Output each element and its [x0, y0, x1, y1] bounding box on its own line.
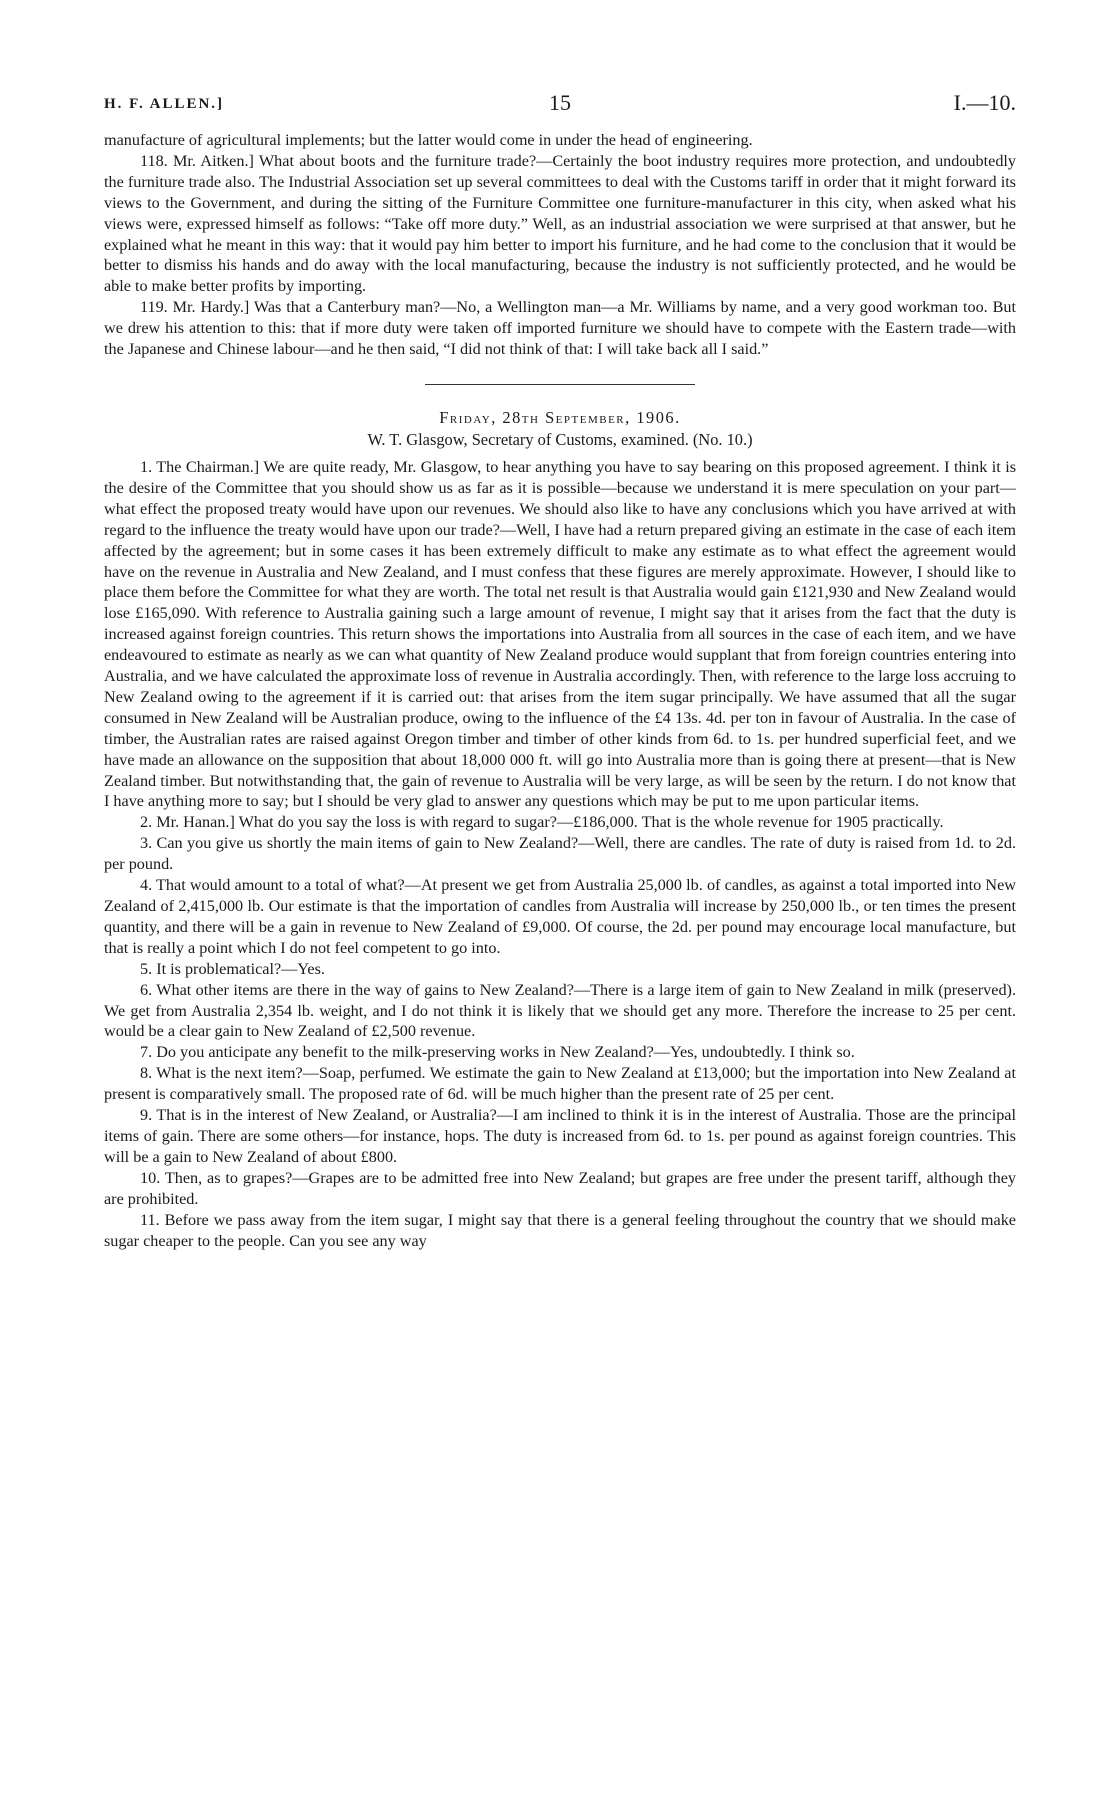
page-header: [104, 86, 1016, 126]
section-date: Friday, 28th September, 1906.: [439, 407, 681, 427]
page-number: 15: [549, 90, 571, 115]
section-divider: [425, 384, 695, 385]
paragraph-q10: 10. Then, as to grapes?—Grapes are to be admitted free into New Zealand; but grapes are free under the present tariff, although they are prohibited.: [104, 1168, 1016, 1208]
paragraph-q7: 7. Do you anticipate any benefit to the milk-preserving works in New Zealand?—Yes, undoubtedly. I think so.: [140, 1043, 855, 1062]
paragraph-q5: 5. It is problematical?—Yes.: [140, 959, 325, 978]
paragraph-q2: 2. Mr. Hanan.] What do you say the loss is with regard to sugar?—£186,000. That is the whole revenue for 1905 practically.: [140, 813, 944, 832]
body-text: [104, 130, 1016, 1251]
document-page: [104, 86, 1016, 1251]
document-reference: I.—10.: [953, 90, 1016, 115]
paragraph-q11: 11. Before we pass away from the item sugar, I might say that there is a general feeling throughout the country that we should make sugar cheaper to the people. Can you see any way: [104, 1210, 1016, 1250]
paragraph-q4: 4. That would amount to a total of what?—At present we get from Australia 25,000 lb. of candles, as against a total imported into New Zealand of 2,415,000 lb. Our estimate is that the importation of candles from Australia will increase by 250,000 lb., or ten times the present quantity, and there will be a gain in revenue to New Zealand of £9,000. Of course, the 2d. per pound may encourage local manufacture, but that is really a point which I do not feel competent to go into.: [104, 876, 1016, 957]
paragraph-q118: 118. Mr. Aitken.] What about boots and the furniture trade?—Certainly the boot industry requires more protection, and undoubtedly the furniture trade also. The Industrial Association set up several committees to deal with the Customs tariff in order that it might forward its views to the Government, and during the sitting of the Furniture Committee one furniture-manufacturer in this city, when asked what his views were, expressed himself as follows: “Take off more duty.” Well, as an industrial association we were surprised at that answer, but he explained what he meant in this way: that it would pay him better to import his furniture, and he had come to the conclusion that it would be better to dismiss his hands and do away with the local manufacturing, because the industry is not sufficiently protected, and he would be able to make better profits by importing.: [104, 151, 1016, 296]
paragraph-q3: 3. Can you give us shortly the main items of gain to New Zealand?—Well, there are candles. The rate of duty is raised from 1d. to 2d. per pound.: [104, 834, 1016, 874]
section-witness: W. T. Glasgow, Secretary of Customs, examined. (No. 10.): [367, 429, 753, 449]
paragraph-q119: 119. Mr. Hardy.] Was that a Canterbury man?—No, a Wellington man—a Mr. Williams by name, and a very good workman too. But we drew his attention to this: that if more duty were taken off imported furniture we should have to compete with the Eastern trade—with the Japanese and Chinese labour—and he then said, “I did not think of that: I will take back all I said.”: [104, 298, 1016, 359]
paragraph-continuation: manufacture of agricultural implements; but the latter would come in under the head of engineering.: [104, 131, 753, 149]
header-witness-name: H. F. ALLEN.]: [104, 96, 225, 112]
paragraph-q1: 1. The Chairman.] We are quite ready, Mr. Glasgow, to hear anything you have to say bearing on this proposed agreement. I think it is the desire of the Committee that you should show us as far as it is possible—because we understand it is mere speculation on your part—what effect the proposed treaty would have upon our revenues. We should also like to have any conclusions which you have arrived at with regard to the influence the treaty would have upon our trade?—Well, I have had a return prepared giving an estimate in the case of each item affected by the agreement; but in some cases it has been extremely difficult to make any estimate as to what effect the agreement would have on the revenue in Australia and New Zealand, and I must confess that these figures are merely approximate. However, I should like to place them before the Committee for what they are worth. The total net result is that Australia would gain £121,930 and New Zealand would lose £165,090. With reference to Australia gaining such a large amount of revenue, I might say that it arises from the fact that the duty is increased against foreign countries. This return shows the importations into Australia from all sources in the case of each item, and we have endeavoured to estimate as nearly as we can what quantity of New Zealand produce would supplant that from foreign countries entering into Australia, and we have calculated the approximate loss of revenue in Australia accordingly. Then, with reference to the large loss accruing to New Zealand owing to the agreement if it is carried out: that arises from the item sugar principally. We have assumed that all the sugar consumed in New Zealand will be Australian produce, owing to the influence of the £4 13s. 4d. per ton in favour of Australia. In the case of timber, the Australian rates are raised against Oregon timber and timber of other kinds from 6d. to 1s. per hundred superficial feet, and we have made an allowance on the supposition that about 18,000 000 ft. will go into Australia more than is going there at present—that is New Zealand timber. But notwithstanding that, the gain of revenue to Australia will be very large, as will be seen by the return. I do not know that I have anything more to say; but I should be very glad to answer any questions which may be put to me upon particular items.: [104, 457, 1016, 811]
paragraph-q9: 9. That is in the interest of New Zealand, or Australia?—I am inclined to think it is in the interest of Australia. Those are the principal items of gain. There are some others—for instance, hops. The duty is increased from 6d. to 1s. per pound as against foreign countries. This will be a gain to New Zealand of about £800.: [104, 1106, 1016, 1166]
paragraph-q8: 8. What is the next item?—Soap, perfumed. We estimate the gain to New Zealand at £13,000; but the importation into New Zealand at present is comparatively small. The proposed rate of 6d. will be much higher than the present rate of 25 per cent.: [104, 1064, 1016, 1104]
paragraph-q6: 6. What other items are there in the way of gains to New Zealand?—There is a large item of gain to New Zealand in milk (preserved). We get from Australia 2,354 lb. weight, and I do not think it is likely that we should get any more. Therefore the increase to 25 per cent. would be a clear gain to New Zealand of £2,500 revenue.: [104, 980, 1016, 1041]
